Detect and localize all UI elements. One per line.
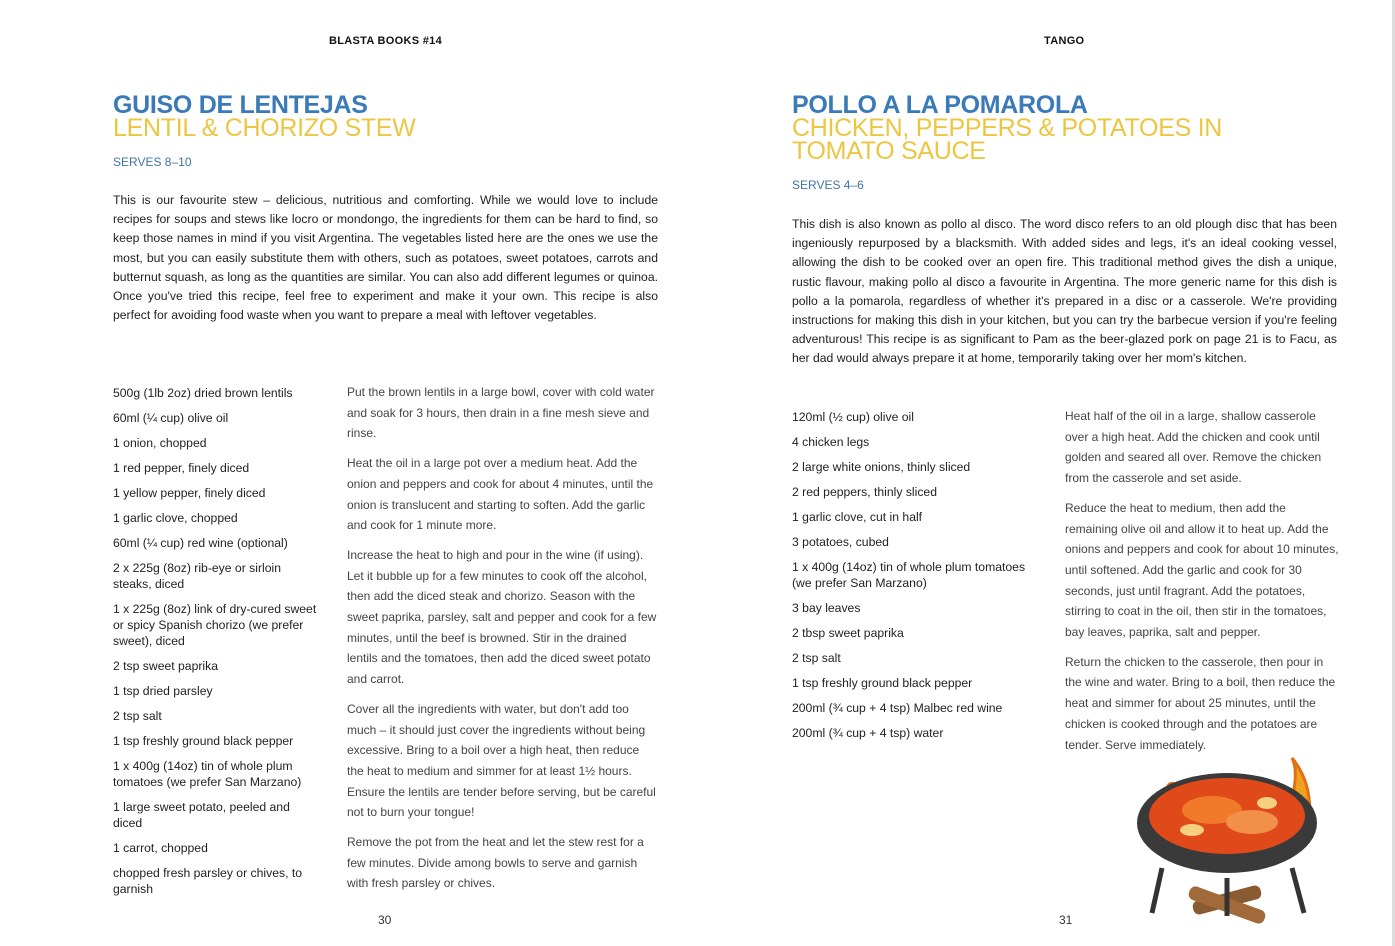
ingredient-item: chopped fresh parsley or chives, to garnish <box>113 866 303 896</box>
ingredient-item: 1 red pepper, finely diced <box>113 461 250 475</box>
ingredient-item: 2 red peppers, thinly sliced <box>792 485 937 499</box>
ingredient-item: 1 yellow pepper, finely diced <box>113 486 266 500</box>
ingredient-item: 60ml (¼ cup) olive oil <box>113 411 229 425</box>
ingredient-item: 500g (1lb 2oz) dried brown lentils <box>113 386 293 400</box>
intro-text: This dish is also known as pollo al disco. The word disco refers to an old plough disc that has been ingeniously repurposed by a blacksmith. With added sides and legs, it's an ideal cooking vessel, allowing the dish to be cooked over an open fire. This traditional method gives the dish a unique, rustic flavour, making pollo al disco a favourite in Argentina. The more generic name for this dish is pollo a la pomarola, regardless of whether it's prepared in a disc or a casserole. We're providing instructions for making this dish in your kitchen, but you can try the barbecue version if you're feeling adventurous! This recipe is as significant to Pam as the beer-glazed pork on page 21 is to Facu, as her dad would always prepare it at home, temporarily taking over her mom's kitchen. <box>792 217 1337 366</box>
ingredient-item: 2 x 225g (8oz) rib-eye or sirloin steaks, diced <box>113 561 281 591</box>
ingredient-item: 1 tsp freshly ground black pepper <box>792 676 973 690</box>
method-step: Heat the oil in a large pot over a medium heat. Add the onion and peppers and cook for about 4 minutes, until the onion is translucent and starting to soften. Add the garlic and cook for 1 minute more. <box>347 456 654 533</box>
left-page <box>0 0 697 946</box>
method <box>347 382 658 903</box>
serves: SERVES 4–6 <box>792 178 864 192</box>
ingredient-item: 120ml (½ cup) olive oil <box>792 410 914 424</box>
ingredient-item: 200ml (¾ cup + 4 tsp) Malbec red wine <box>792 701 1003 715</box>
serves: SERVES 8–10 <box>113 155 192 169</box>
ingredient-item: 2 tsp sweet paprika <box>113 659 219 673</box>
ingredient-item: 1 large sweet potato, peeled and diced <box>113 800 290 830</box>
recipe-title-spanish: POLLO A LA POMAROLA <box>792 91 1088 119</box>
ingredient-item: 2 tsp salt <box>792 651 841 665</box>
method-step: Return the chicken to the casserole, then pour in the wine and water. Bring to a boil, then reduce the heat and simmer for about 25 minutes, until the chicken is cooked through and the potatoes are tender. Serve immediately. <box>1065 654 1336 752</box>
ingredient-item: 1 garlic clove, cut in half <box>792 510 923 524</box>
right-page <box>697 0 1395 946</box>
recipe-title-english: LENTIL & CHORIZO STEW <box>113 114 416 142</box>
method-step: Reduce the heat to medium, then add the remaining olive oil and allow it to heat up. Add the onions and peppers and cook for about 10 minutes, until softened. Add the garlic and cook for 30 seconds, just until fragrant. Add the potatoes, stirring to coat in the oil, then stir in the tomatoes, bay leaves, paprika, salt and pepper. <box>1065 500 1339 640</box>
method-step: Increase the heat to high and pour in the wine (if using). Let it bubble up for a few minutes to cook off the alcohol, then add the diced steak and chorizo. Season with the sweet paprika, parsley, salt and pepper and cook for a few minutes, until the beef is browned. Stir in the drained lentils and the tomatoes, then add the diced sweet potato and carrot. <box>347 547 657 687</box>
ingredient-item: 1 garlic clove, chopped <box>113 511 238 525</box>
ingredient-item: 200ml (¾ cup + 4 tsp) water <box>792 726 944 740</box>
ingredient-item: 3 bay leaves <box>792 601 861 615</box>
method-step: Heat half of the oil in a large, shallow casserole over a high heat. Add the chicken and cook until golden and seared all over. Remove the chicken from the casserole and set aside. <box>1065 409 1322 486</box>
page-number: 31 <box>1059 913 1073 927</box>
method-step: Cover all the ingredients with water, but don't add too much – it should just cover the ingredients without being excessive. Bring to a boil over a high heat, then reduce the heat to medium and simmer for at least 1½ hours. Ensure the lentils are tender before serving, but be careful not to burn your tongue! <box>347 701 656 820</box>
running-head: TANGO <box>1044 35 1085 47</box>
ingredient-item: 1 tsp dried parsley <box>113 684 213 698</box>
ingredients-list <box>792 409 1027 750</box>
intro-text: This is our favourite stew – delicious, nutritious and comforting. While we would love to include recipes for soups and stews like locro or mondongo, the ingredients for them can be hard to find, so keep those names in mind if you visit Argentina. The vegetables listed here are the ones we use the most, but you can easily substitute them with others, such as potatoes, sweet potatoes, carrots and butternut squash, as long as the quantities are similar. You can also add different legumes or quinoa. Once you've tried this recipe, feel free to experiment and make it your own. This recipe is also perfect for avoiding food waste when you want to prepare a meal with leftover vegetables. <box>113 193 658 323</box>
ingredient-item: 4 chicken legs <box>792 435 870 449</box>
page-number: 30 <box>378 913 392 927</box>
ingredient-item: 2 large white onions, thinly sliced <box>792 460 971 474</box>
method-step: Put the brown lentils in a large bowl, cover with cold water and soak for 3 hours, then drain in a fine mesh sieve and rinse. <box>347 385 655 441</box>
method-step: Remove the pot from the heat and let the stew rest for a few minutes. Divide among bowls to serve and garnish with fresh parsley or chives. <box>347 835 644 891</box>
ingredients-list <box>113 385 318 906</box>
ingredient-item: 1 carrot, chopped <box>113 841 208 855</box>
ingredient-item: 60ml (¼ cup) red wine (optional) <box>113 536 288 550</box>
ingredient-item: 1 onion, chopped <box>113 436 207 450</box>
ingredient-item: 2 tbsp sweet paprika <box>792 626 904 640</box>
ingredient-item: 1 x 400g (14oz) tin of whole plum tomatoes (we prefer San Marzano) <box>113 759 302 789</box>
recipe-title-english: CHICKEN, PEPPERS & POTATOES IN TOMATO SAUCE <box>792 114 1222 165</box>
ingredient-item: 1 x 400g (14oz) tin of whole plum tomatoes (we prefer San Marzano) <box>792 560 1026 590</box>
ingredient-item: 2 tsp salt <box>113 709 162 723</box>
ingredient-item: 3 potatoes, cubed <box>792 535 889 549</box>
running-head: BLASTA BOOKS #14 <box>329 35 442 47</box>
disc-pot-over-fire-illustration <box>1132 748 1322 928</box>
recipe-title-spanish: GUISO DE LENTEJAS <box>113 91 368 119</box>
method <box>1065 406 1341 764</box>
ingredient-item: 1 tsp freshly ground black pepper <box>113 734 294 748</box>
ingredient-item: 1 x 225g (8oz) link of dry-cured sweet or spicy Spanish chorizo (we prefer sweet), diced <box>113 602 317 648</box>
